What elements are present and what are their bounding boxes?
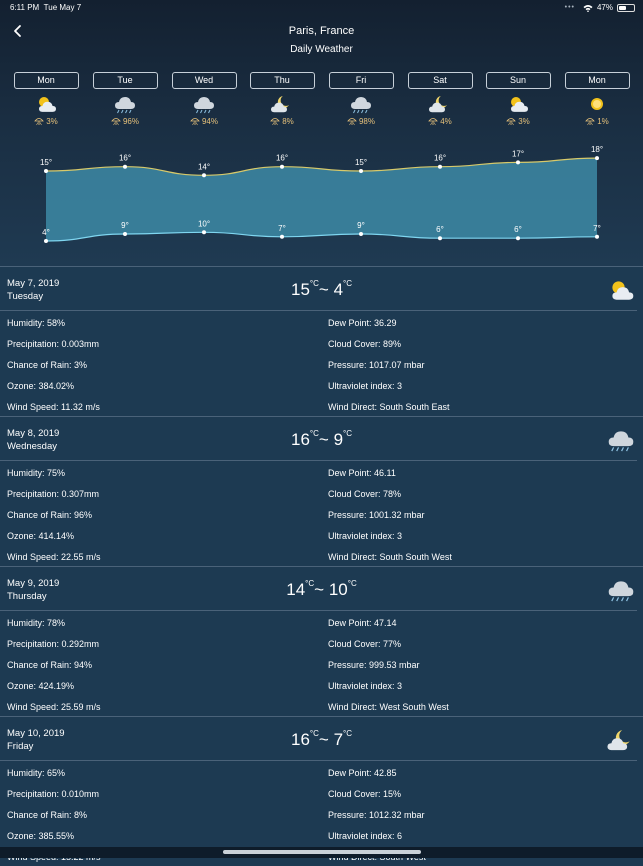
detail-item: Precipitation: 0.003mm (7, 339, 100, 349)
card-high: 15 (290, 280, 310, 299)
page-subtitle: Daily Weather (290, 44, 353, 55)
range-separator: ~ (314, 580, 325, 599)
card-temperature-range (0, 430, 643, 450)
detail-item: Wind Speed: 25.59 m/s (7, 702, 101, 712)
detail-item: Ultraviolet index: 3 (328, 681, 403, 691)
status-indicators (565, 3, 635, 12)
day-tab-1[interactable]: Tue (93, 72, 158, 89)
card-low: 9 (333, 430, 344, 449)
high-temp-point (280, 165, 284, 169)
high-temp-label: 16° (118, 153, 132, 163)
low-temp-label: 7° (593, 223, 601, 233)
detail-item: Wind Direct: West South West (328, 702, 449, 712)
degree-unit: °C (309, 729, 319, 738)
high-temp-label: 16° (433, 153, 447, 163)
day-tab-4[interactable]: Fri (329, 72, 394, 89)
detail-item: Precipitation: 0.010mm (7, 789, 100, 799)
low-temp-label: 4° (42, 228, 50, 237)
low-temp-point (44, 239, 48, 243)
high-temp-label: 17° (511, 149, 525, 159)
multitasking-dots-icon: ••• (564, 4, 575, 11)
rain-cloud-icon (191, 94, 217, 114)
day-tab-0[interactable]: Mon (14, 72, 79, 89)
degree-unit: °C (309, 279, 319, 288)
rain-cloud-icon (348, 94, 374, 114)
partly-cloudy-icon (605, 277, 637, 303)
card-date: May 7, 2019 (7, 278, 60, 289)
detail-item: Cloud Cover: 15% (328, 789, 402, 799)
high-temp-label: 15° (39, 158, 53, 167)
rain-chance (331, 116, 391, 126)
low-temp-point (123, 232, 127, 236)
degree-unit: °C (309, 429, 319, 438)
detail-item: Cloud Cover: 78% (328, 489, 402, 499)
detail-item: Chance of Rain: 3% (7, 360, 88, 370)
high-temp-label: 15° (354, 158, 368, 167)
day-card[interactable] (0, 716, 643, 866)
card-high: 16 (290, 430, 310, 449)
day-card[interactable] (0, 566, 643, 716)
high-temp-label: 14° (197, 162, 211, 172)
detail-item: Ultraviolet index: 3 (328, 531, 403, 541)
status-clock: 6:11 PM (10, 3, 40, 12)
detail-item: Chance of Rain: 94% (7, 660, 93, 670)
umbrella-icon (428, 116, 438, 126)
detail-item: Dew Point: 36.29 (328, 318, 397, 328)
detail-item: Cloud Cover: 77% (328, 639, 402, 649)
rain-chance (252, 116, 312, 126)
detail-item: Pressure: 1017.07 mbar (328, 360, 425, 370)
card-weekday: Thursday (7, 591, 47, 602)
divider (0, 610, 637, 611)
umbrella-icon (34, 116, 44, 126)
low-temp-label: 6° (436, 225, 444, 235)
umbrella-icon (585, 116, 595, 126)
detail-item: Precipitation: 0.292mm (7, 639, 100, 649)
detail-item: Precipitation: 0.307mm (7, 489, 100, 499)
detail-item: Humidity: 75% (7, 468, 66, 478)
low-temp-label: 9° (357, 221, 365, 230)
high-temp-label: 18° (590, 145, 604, 155)
card-date: May 9, 2019 (7, 578, 60, 589)
detail-item: Pressure: 1001.32 mbar (328, 510, 425, 520)
low-temp-point (202, 230, 206, 234)
detail-item: Wind Direct: South South East (328, 402, 450, 412)
rain-chance (95, 116, 155, 126)
card-date: May 10, 2019 (7, 728, 65, 739)
detail-item: Wind Speed: 11.32 m/s (7, 402, 100, 412)
high-temp-point (438, 165, 442, 169)
rain-chance-value: 4% (440, 116, 452, 126)
detail-item: Humidity: 58% (7, 318, 66, 328)
rain-chance-value: 94% (201, 116, 218, 126)
card-weekday: Wednesday (7, 441, 57, 452)
range-separator: ~ (318, 730, 329, 749)
range-separator: ~ (318, 280, 329, 299)
detail-item: Dew Point: 42.85 (328, 768, 397, 778)
detail-item: Dew Point: 46.11 (328, 468, 396, 478)
rain-chance (488, 116, 548, 126)
rain-chance-value: 3% (518, 116, 530, 126)
divider (0, 760, 637, 761)
detail-item: Ozone: 385.55% (7, 831, 75, 841)
umbrella-icon (270, 116, 280, 126)
divider (0, 460, 637, 461)
day-tab-3[interactable]: Thu (250, 72, 315, 89)
low-temp-point (359, 232, 363, 236)
partly-cloudy-icon (505, 94, 531, 114)
card-high: 14 (286, 580, 306, 599)
detail-item: Ultraviolet index: 6 (328, 831, 403, 841)
high-temp-point (44, 169, 48, 173)
low-temp-point (438, 236, 442, 240)
partly-cloudy-icon (33, 94, 59, 114)
day-tab-5[interactable]: Sat (408, 72, 473, 89)
range-separator: ~ (318, 430, 329, 449)
rain-chance-value: 1% (597, 116, 609, 126)
rain-chance-value: 3% (46, 116, 58, 126)
detail-item: Pressure: 1012.32 mbar (328, 810, 425, 820)
detail-item: Pressure: 999.53 mbar (328, 660, 420, 670)
low-temp-label: 7° (278, 223, 286, 233)
rain-cloud-icon (605, 577, 637, 603)
high-temp-label: 16° (275, 153, 289, 163)
status-date: Tue May 7 (43, 3, 82, 12)
detail-item: Chance of Rain: 8% (7, 810, 88, 820)
rain-chance-value: 98% (358, 116, 375, 126)
umbrella-icon (190, 116, 200, 126)
detail-item: Cloud Cover: 89% (328, 339, 402, 349)
rain-chance (410, 116, 470, 126)
degree-unit: °C (343, 729, 353, 738)
detail-item: Humidity: 65% (7, 768, 66, 778)
sun-icon (584, 94, 610, 114)
high-temp-point (359, 169, 363, 173)
card-date: May 8, 2019 (7, 428, 60, 439)
city-title: Paris, France (288, 25, 355, 37)
divider (0, 310, 637, 311)
detail-item: Chance of Rain: 96% (7, 510, 93, 520)
battery-icon (617, 4, 635, 12)
card-temperature-range (0, 280, 643, 300)
low-temp-label: 9° (121, 221, 129, 230)
degree-unit: °C (343, 279, 353, 288)
umbrella-icon (347, 116, 357, 126)
day-card[interactable] (0, 266, 643, 416)
rain-cloud-icon (112, 94, 138, 114)
umbrella-icon (111, 116, 121, 126)
status-bar (0, 0, 643, 16)
rain-cloud-icon (605, 427, 637, 453)
card-low: 7 (333, 730, 344, 749)
day-tab-2[interactable]: Wed (172, 72, 237, 89)
detail-item: Ozone: 384.02% (7, 381, 75, 391)
card-weekday: Tuesday (7, 291, 44, 302)
card-low: 4 (333, 280, 344, 299)
cloudy-night-icon (605, 727, 637, 753)
rain-chance (16, 116, 76, 126)
home-indicator[interactable] (223, 850, 421, 854)
battery-percent: 47% (596, 3, 613, 12)
detail-item: Wind Direct: South South West (328, 552, 452, 562)
detail-item: Ozone: 424.19% (7, 681, 75, 691)
card-low: 10 (328, 580, 348, 599)
rain-chance (174, 116, 234, 126)
card-temperature-range (0, 580, 643, 600)
high-temp-point (595, 156, 599, 160)
status-time (10, 3, 81, 12)
card-weekday: Friday (7, 741, 34, 752)
day-tab-7[interactable]: Mon (565, 72, 630, 89)
detail-item: Dew Point: 47.14 (328, 618, 397, 628)
umbrella-icon (506, 116, 516, 126)
low-temp-label: 6° (514, 225, 522, 235)
cloudy-night-icon (427, 94, 453, 114)
detail-item: Wind Speed: 22.55 m/s (7, 552, 101, 562)
low-temp-point (280, 235, 284, 239)
day-card[interactable] (0, 416, 643, 566)
day-tab-6[interactable]: Sun (486, 72, 551, 89)
battery-level (619, 6, 626, 10)
degree-unit: °C (347, 579, 357, 588)
rain-chance (567, 116, 627, 126)
card-temperature-range (0, 730, 643, 750)
degree-unit: °C (305, 579, 315, 588)
degree-unit: °C (343, 429, 353, 438)
low-temp-point (595, 235, 599, 239)
high-temp-point (516, 160, 520, 164)
detail-item: Ozone: 414.14% (7, 531, 75, 541)
low-temp-label: 10° (197, 219, 211, 229)
low-temp-point (516, 236, 520, 240)
wifi-icon (583, 4, 593, 12)
high-temp-point (123, 165, 127, 169)
cloudy-night-icon (269, 94, 295, 114)
card-high: 16 (290, 730, 310, 749)
rain-chance-value: 96% (122, 116, 139, 126)
temperature-chart (0, 140, 643, 255)
detail-item: Ultraviolet index: 3 (328, 381, 403, 391)
rain-chance-value: 8% (282, 116, 294, 126)
high-temp-point (202, 173, 206, 177)
daily-detail-list (0, 266, 643, 866)
detail-item: Humidity: 78% (7, 618, 66, 628)
